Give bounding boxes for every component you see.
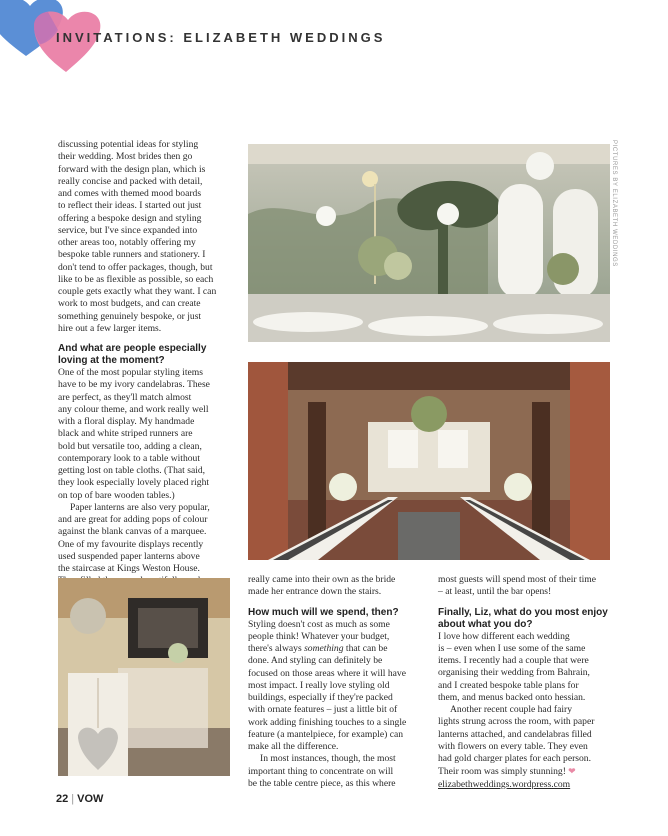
text-line: most impact. I really love styling old	[248, 679, 390, 691]
photo-credit: PICTURES BY ELIZABETH WEDDINGS	[611, 140, 617, 267]
column-3-answer	[438, 631, 618, 705]
column-2	[248, 574, 424, 790]
column-1-intro	[58, 139, 244, 335]
text-line: I love how different each wedding	[438, 630, 570, 642]
text-line: on top of bare wooden tables.)	[58, 489, 175, 501]
heart-icon: ❤	[565, 766, 576, 777]
column-1-answer	[58, 367, 244, 502]
heading-line: Finally, Liz, what do you most enjoy	[438, 606, 608, 618]
text-line: forward with the design plan, which is	[58, 163, 206, 175]
text-line: hire out a few larger items.	[58, 322, 162, 334]
column-3-question	[438, 607, 618, 631]
column-2-paragraph	[248, 753, 424, 790]
text-line: In most instances, though, the most	[260, 753, 396, 765]
text-line: discussing potential ideas for styling	[58, 139, 199, 150]
text-line: used suspended paper lanterns above	[58, 550, 200, 562]
text-line: with ornate features – just a little bit of	[248, 704, 398, 716]
text-line: people think! Whatever your budget,	[248, 630, 390, 642]
text-line: is – even when I use some of the same	[438, 642, 586, 654]
text-line: focused on those areas where it will have	[248, 667, 406, 679]
text-line: are perfect, as they'll match almost	[58, 391, 192, 403]
text-line: made her entrance down the stairs.	[248, 586, 382, 598]
page-footer: 22 | VOW	[56, 793, 104, 805]
text-span: that can be	[343, 643, 388, 654]
text-line: done. And styling can definitely be	[248, 655, 383, 667]
heading-line: loving at the moment?	[58, 355, 165, 366]
text-line: like to be as flexible as possible, so each	[58, 273, 214, 285]
text-line: make all the difference.	[248, 741, 339, 752]
text-line: against the blank canvas of a marquee.	[58, 526, 207, 538]
text-line: had gold charger plates for each person.	[438, 753, 591, 764]
text-line: service, but I've since expanded into	[58, 224, 198, 236]
text-line: Styling doesn't cost as much as some	[248, 618, 390, 630]
text-line: with a floral display. My handmade	[58, 416, 195, 427]
text-line: most guests will spend most of their time	[438, 574, 597, 585]
text-line: really came into their own as the bride	[248, 574, 396, 585]
text-line: have to be my ivory candelabras. These	[58, 379, 210, 391]
text-line: feature (a mantelpiece, for example) can	[248, 728, 404, 740]
text-line: getting lost on table cloths. (That said,	[58, 465, 206, 476]
text-line	[248, 643, 424, 655]
text-line: work to most budgets, and can create	[58, 298, 201, 310]
text-line: – at least, until the bar opens!	[438, 586, 552, 598]
column-1-paragraph	[58, 502, 244, 588]
column-3	[438, 574, 618, 791]
website-link[interactable]: elizabethweddings.wordpress.com	[438, 778, 571, 790]
text-line: bold but versatile too, adding a clean,	[58, 440, 202, 452]
text-line: bespoke table runners and stationery. I	[58, 249, 206, 261]
column-2-answer	[248, 619, 424, 754]
chair-photo	[58, 578, 230, 776]
text-line: with flowers on every table. They even	[438, 740, 588, 752]
text-line: black and white striped runners are	[58, 428, 193, 440]
heading-line: And what are people especially	[58, 343, 207, 354]
text-line: other areas too, notably offering my	[58, 237, 196, 248]
text-line: organising their wedding from Bahrain,	[438, 667, 590, 679]
text-line: and comes with themed mood boards	[58, 188, 202, 199]
text-line: couple gets exactly what they want. I can	[58, 286, 217, 297]
text-line: One of my favourite displays recently	[58, 538, 204, 550]
text-line: important thing to concentrate on will	[248, 765, 394, 777]
text-line: and are great for adding pops of colour	[58, 514, 208, 525]
text-line: buildings, especially if they're packed	[248, 692, 393, 703]
text-line: them, and menus backed onto hessian.	[438, 691, 586, 703]
column-1-question	[58, 343, 244, 367]
heading-line: about what you do?	[438, 618, 533, 630]
text-line: don't tend to offer packages, though, but	[58, 261, 213, 273]
text-line: the staircase at Kings Weston House.	[58, 563, 200, 574]
magazine-name: VOW	[77, 793, 104, 805]
column-3-paragraph	[438, 704, 618, 779]
text-line: and I created bespoke table plans for	[438, 679, 579, 691]
text-line: something genuinely bespoke, or just	[58, 310, 202, 322]
text-line: Paper lanterns are also very popular,	[70, 501, 210, 513]
column-2-question: How much will we spend, then?	[248, 606, 399, 618]
text-line: to reflect their ideas. I started out just	[58, 200, 202, 212]
text-line: they look especially lovely placed right	[58, 477, 210, 489]
page-number: 22	[56, 793, 69, 805]
text-span: there's always	[248, 643, 305, 654]
text-line: work adding finishing touches to a single	[248, 716, 407, 728]
ballroom-photo	[248, 144, 610, 342]
text-line: offering a bespoke design and styling	[58, 212, 202, 224]
text-line: Their room was simply stunning! ❤	[438, 766, 576, 778]
text-line: contemporary look to a table without	[58, 452, 201, 464]
text-line: their wedding. Most brides then go	[58, 151, 193, 163]
text-line: items. I recently had a couple that were	[438, 655, 589, 666]
column-2-intro	[248, 574, 424, 599]
text-line: really concise and packed with detail,	[58, 175, 203, 187]
column-1	[58, 139, 244, 588]
text-line: lights strung across the room, with paper	[438, 716, 595, 728]
column-3-intro	[438, 574, 618, 599]
text-line: Another recent couple had fairy	[450, 704, 572, 715]
text-line: lanterns attached, and candelabras filled	[438, 728, 592, 740]
text-line: be the table centre piece, as this where	[248, 777, 396, 789]
text-line: One of the most popular styling items	[58, 367, 203, 378]
text-line: any colour theme, and work really well	[58, 403, 209, 415]
section-title: INVITATIONS: ELIZABETH WEDDINGS	[56, 30, 386, 45]
emphasis-word: something	[304, 643, 344, 654]
barn-photo	[248, 362, 610, 560]
